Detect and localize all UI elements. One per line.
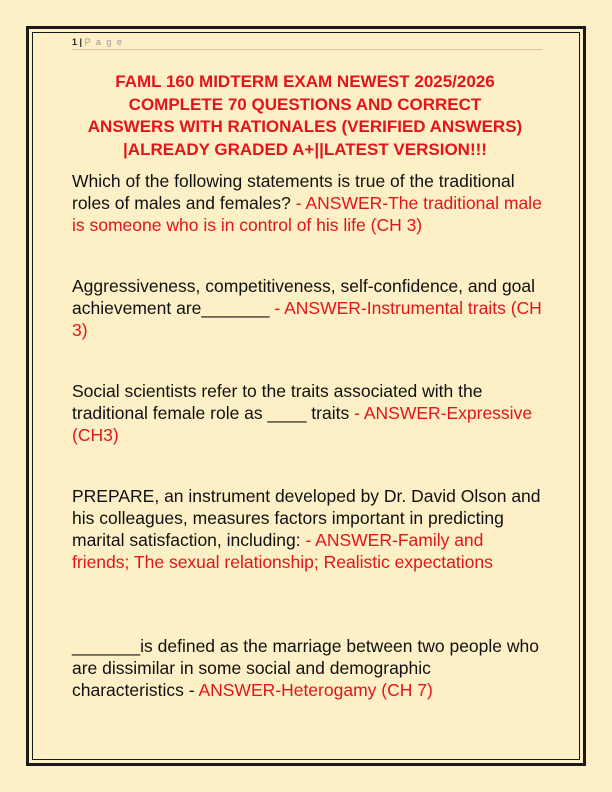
page-label: P a g e	[84, 37, 124, 47]
qa-item	[72, 380, 542, 446]
title-line: FAML 160 MIDTERM EXAM NEWEST 2025/2026	[115, 72, 495, 91]
answer-text: - ANSWER-The traditional male is someone who is in control of his life (CH 3)	[72, 193, 542, 235]
title-line: |ALREADY GRADED A+||LATEST VERSION!!!	[123, 139, 487, 159]
page-number: 1	[72, 37, 78, 47]
page-separator: |	[79, 37, 83, 47]
question-text: Which of the following statements is true of the traditional roles of males and females?	[72, 171, 515, 213]
answer-text: - ANSWER-Expressive (CH3)	[72, 403, 533, 445]
qa-item	[72, 635, 542, 701]
question-text: Social scientists refer to the traits associated with the traditional female role as ____ traits	[72, 381, 483, 423]
title-line: ANSWERS WITH RATIONALES (VERIFIED ANSWERS)	[87, 117, 523, 136]
question-text: _______is defined as the marriage between two people who are dissimilar in some social and demographic characteristics -	[72, 636, 539, 700]
answer-text: - ANSWER-Family and friends; The sexual relationship; Realistic expectations	[72, 530, 493, 572]
qa-item	[72, 170, 542, 236]
question-text: PREPARE, an instrument developed by Dr. David Olson and his colleagues, measures factors important in predicting marital satisfaction, including:	[72, 486, 541, 550]
title-line: COMPLETE 70 QUESTIONS AND CORRECT	[128, 94, 482, 114]
answer-text: - ANSWER-Instrumental traits (CH 3)	[72, 298, 542, 340]
qa-item	[72, 485, 542, 573]
document-title	[60, 71, 550, 161]
question-text: Aggressiveness, competitiveness, self-confidence, and goal achievement are_______	[72, 276, 536, 318]
page-header	[72, 37, 542, 50]
answer-text: ANSWER-Heterogamy (CH 7)	[198, 680, 433, 700]
qa-item	[72, 275, 542, 341]
